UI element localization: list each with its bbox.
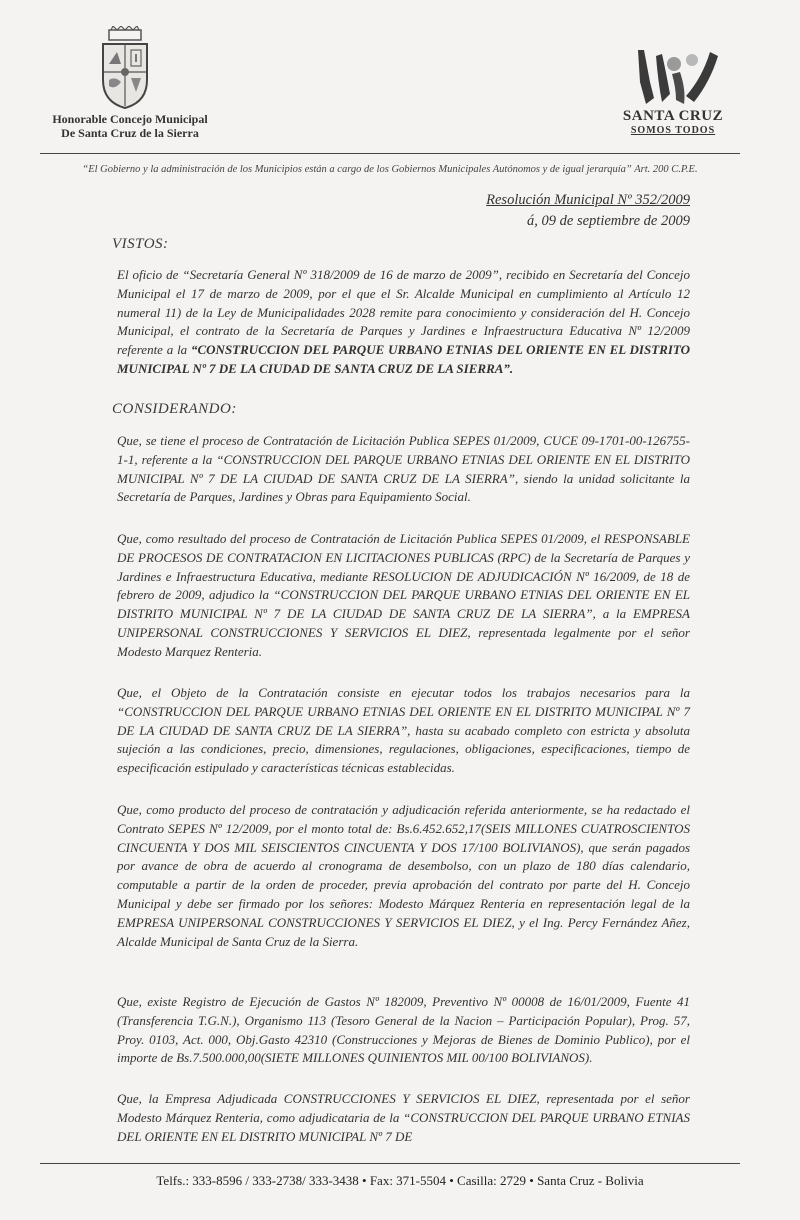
paragraph-7: Que, la Empresa Adjudicada CONSTRUCCIONES Y SERVICIOS EL DIEZ, representada por el señor Modesto Márquez Renteria, como adjudicataria de la “CONSTRUCCION DEL PARQUE URBANO ETNIAS DEL ORIENTE EN EL DISTRITO MUNICIPAL Nº 7 DE xyxy=(117,1091,690,1144)
brand-name: SANTA CRUZ xyxy=(622,108,724,124)
project-title-bold: “CONSTRUCCION DEL PARQUE URBANO ETNIAS DEL ORIENTE EN EL DISTRITO MUNICIPAL Nº 7 DE LA CIUDAD DE SANTA CRUZ DE LA SIERRA”. xyxy=(117,342,690,376)
footer-contact: Telfs.: 333-8596 / 333-2738/ 333-3438 • Fax: 371-5504 • Casilla: 2729 • Santa Cruz - Bolivia xyxy=(156,1173,644,1188)
council-line-2: De Santa Cruz de la Sierra xyxy=(61,126,199,140)
paragraph-4: Que, el Objeto de la Contratación consiste en ejecutar todos los trabajos necesarios para la “CONSTRUCCION DEL PARQUE URBANO ETNIAS DEL ORIENTE EN EL DISTRITO MUNICIPAL Nº 7 DE LA CIUDAD DE SANTA CRUZ DE LA SIERRA”, hasta su acabado completo con estricta y absoluta sujeción a las condiciones, precio, dimensiones, regulaciones, obligaciones, especificaciones, tiempo de especificación estipulado y características técnicas establecidas. xyxy=(117,685,690,776)
footer-divider xyxy=(40,1163,740,1164)
coat-of-arms-icon xyxy=(95,26,155,110)
brand-tagline: SOMOS TODOS xyxy=(630,125,716,136)
paragraph-3: Que, como resultado del proceso de Contratación de Licitación Publica SEPES 01/2009, el RESPONSABLE DE PROCESOS DE CONTRATACION EN LICITACIONES PUBLICAS (RPC) de la Secretaría de Parques y Jardines e Infraestructura Educativa, mediante RESOLUCION DE ADJUDICACIÓN Nº 16/2009, de 18 de febrero de 2009, adjudico la “CONSTRUCCION DEL PARQUE URBANO ETNIAS DEL ORIENTE EN EL DISTRITO MUNICIPAL Nº 7 DE LA CIUDAD DE SANTA CRUZ DE LA SIERRA”, a la EMPRESA UNIPERSONAL CONSTRUCCIONES Y SERVICIOS EL DIEZ, representada legalmente por el señor Modesto Marquez Renteria. xyxy=(117,531,690,659)
paragraph-5: Que, como producto del proceso de contratación y adjudicación referida anteriormente, se ha redactado el Contrato SEPES Nº 12/2009, por el monto total de: Bs.6.452.652,17(SEIS MILLONES CUATROSCIENTOS CINCUENTA Y DOS MIL SEISCIENTOS CINCUENTA Y DOS 17/100 BOLIVIANOS), que serán pagados por avance de obra de acuerdo al cronograma de desembolso, con un plazo de 180 días calendario, computable a partir de la orden de proceder, previa aprobación del contrato por parte del H. Concejo Municipal y debe ser firmado por los señores: Modesto Márquez Renteria en representación legal de la EMPRESA UNIPERSONAL CONSTRUCCIONES Y SERVICIOS EL DIEZ, y el Ing. Percy Fernández Añez, Alcalde Municipal de Santa Cruz de la Sierra. xyxy=(117,802,690,949)
paragraph-2: Que, se tiene el proceso de Contratación de Licitación Publica SEPES 01/2009, CUCE 09-1701-00-126755-1-1, referente a la “CONSTRUCCION DEL PARQUE URBANO ETNIAS DEL ORIENTE EN EL DISTRITO MUNICIPAL Nº 7 DE LA CIUDAD DE SANTA CRUZ DE LA SIERRA”, siendo la unidad solicitante la Secretaría de Parques, Jardines y Obras para Equipamiento Social. xyxy=(117,433,690,505)
vistos-heading: VISTOS: xyxy=(112,236,169,252)
paragraph-vistos-text: El oficio de “Secretaría General Nº 318/2009 de 16 de marzo de 2009”, recibido en Secretaría del Concejo Municipal el 17 de marzo de 2009, por el que el Sr. Alcalde Municipal en cumplimiento al Artículo 12 numeral 11) de la Ley de Municipalidades 2028 remite para conocimiento y consideración del H. Concejo Municipal, el contrato de la Secretaría de Parques y Jardines e Infraestructura Educativa Nº 12/2009 referente a la xyxy=(117,267,690,358)
resolution-title: Resolución Municipal Nº 352/2009 xyxy=(486,192,690,208)
council-line-1: Honorable Concejo Municipal xyxy=(52,112,208,126)
constitution-quote: “El Gobierno y la administración de los Municipios están a cargo de los Gobiernos Municipales Autónomos y de igual jerarquía” Art. 200 C.P.E. xyxy=(82,164,698,175)
resolution-date: á, 09 de septiembre de 2009 xyxy=(527,213,690,229)
paragraph-vistos xyxy=(117,266,690,379)
council-name xyxy=(30,112,230,140)
considerando-heading: CONSIDERANDO: xyxy=(112,401,237,417)
paragraph-6: Que, existe Registro de Ejecución de Gastos Nº 182009, Preventivo Nº 00008 de 16/01/2009, Fuente 41 (Transferencia T.G.N.), Organismo 113 (Tesoro General de la Nacion – Participación Popular), Prog. 57, Proy. 0103, Act. 000, Obj.Gasto 42310 (Construcciones y Mejoras de Bienes de Dominio Publico), por el importe de Bs.7.500.000,00(SIETE MILLONES QUINIENTOS MIL 00/100 BOLIVIANOS). xyxy=(117,994,690,1066)
header-divider xyxy=(40,153,740,154)
